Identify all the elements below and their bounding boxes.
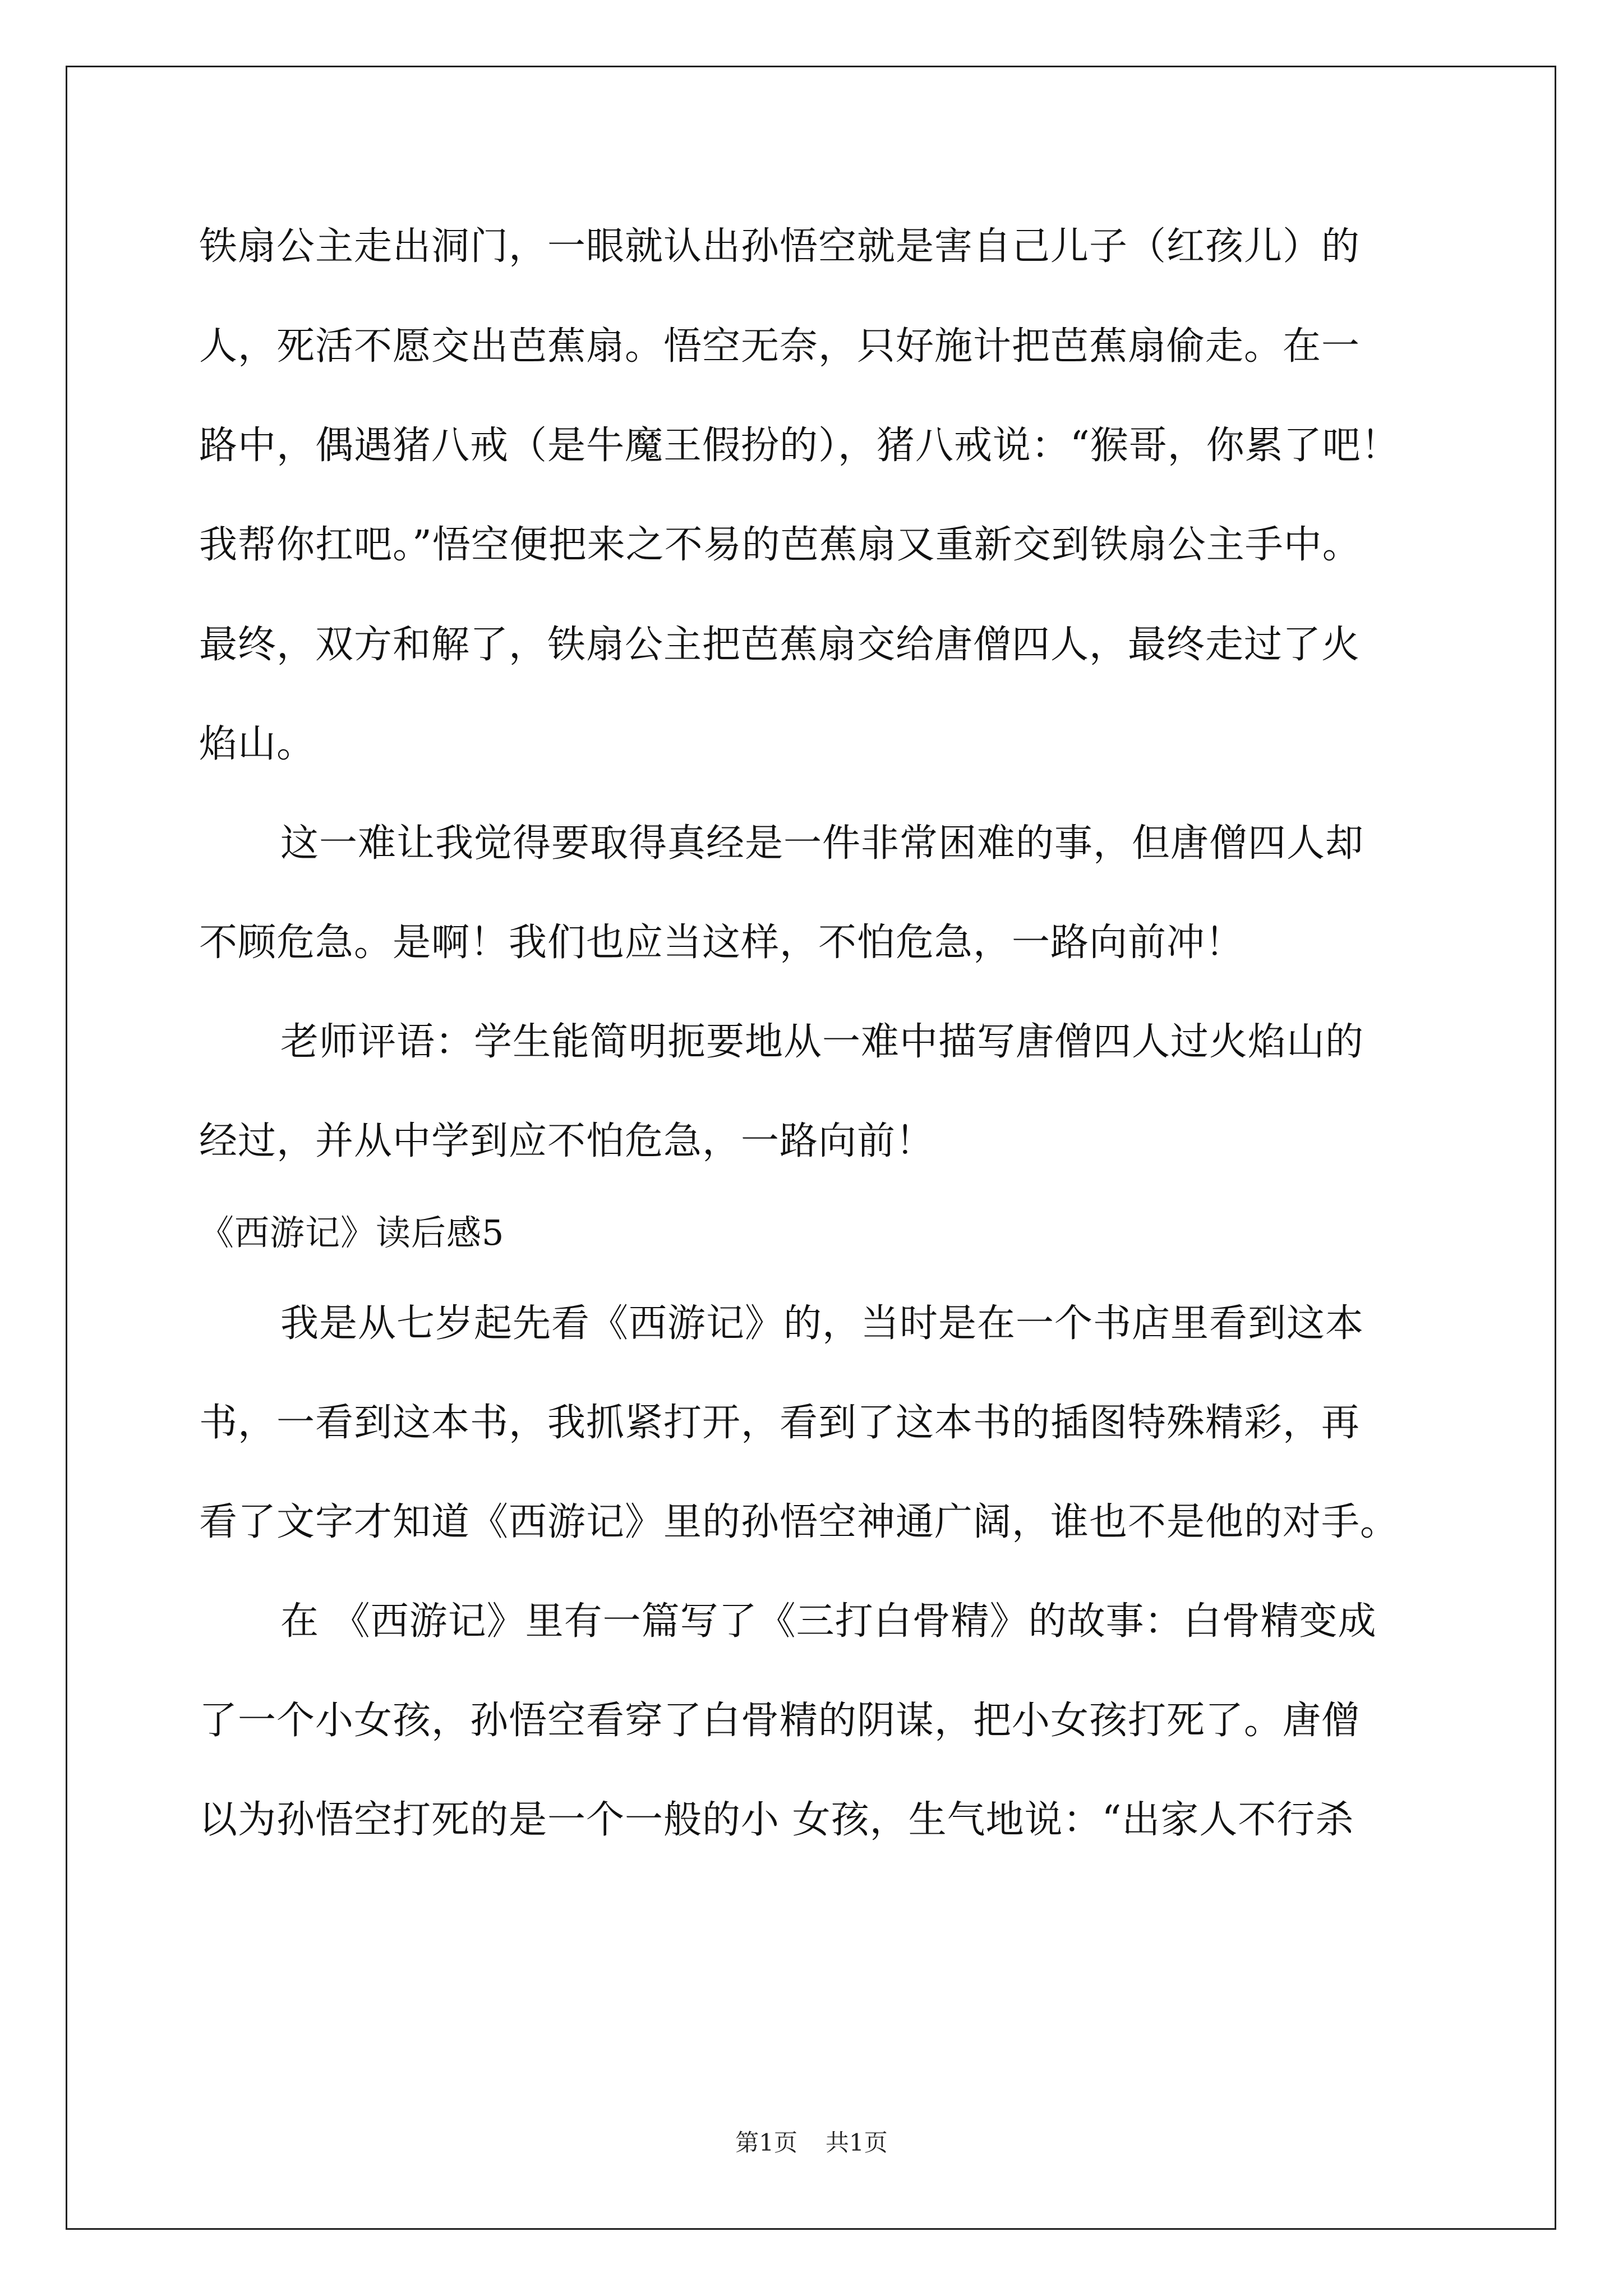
page-total: 共1页 <box>826 2129 888 2156</box>
text-line-3: 路中，偶遇猪八戒（是牛魔王假扮的），猪八戒说：“猴哥，你累了吧！ <box>199 424 1400 468</box>
text-line-14: 看了文字才知道《西游记》里的孙悟空神通广阔，谁也不是他的对手。 <box>199 1500 1399 1544</box>
text-line-2: 人，死活不愿交出芭蕉扇。悟空无奈，只好施计把芭蕉扇偷走。在一 <box>199 324 1361 369</box>
page-number: 第1页 <box>735 2129 797 2156</box>
text-line-15: 在 《西游记》里有一篇写了《三打白骨精》的故事：白骨精变成 <box>280 1599 1377 1644</box>
text-line-16: 了一个小女孩，孙悟空看穿了白骨精的阴谋，把小女孩打死了。唐僧 <box>199 1699 1361 1743</box>
text-line-8: 不顾危急。是啊！我们也应当这样，不怕危急，一路向前冲！ <box>199 921 1244 965</box>
text-line-10: 经过，并从中学到应不怕危急，一路向前！ <box>199 1119 935 1163</box>
page-footer <box>0 2126 1623 2160</box>
text-line-5: 最终，双方和解了，铁扇公主把芭蕉扇交给唐僧四人，最终走过了火 <box>199 623 1361 667</box>
text-line-17: 以为孙悟空打死的是一个一般的小 女孩，生气地说：“出家人不行杀 <box>199 1798 1354 1842</box>
text-line-7: 这一难让我觉得要取得真经是一件非常困难的事，但唐僧四人却 <box>280 821 1364 866</box>
text-line-9: 老师评语：学生能简明扼要地从一难中描写唐僧四人过火焰山的 <box>280 1020 1364 1064</box>
text-line-6: 焰山。 <box>199 722 316 766</box>
text-line-1: 铁扇公主走出洞门，一眼就认出孙悟空就是害自己儿子（红孩儿）的 <box>199 224 1361 269</box>
text-line-4: 我帮你扛吧。”悟空便把来之不易的芭蕉扇又重新交到铁扇公主手中。 <box>199 523 1361 567</box>
section-heading: 《西游记》读后感5 <box>199 1212 505 1253</box>
text-line-12: 我是从七岁起先看《西游记》的，当时是在一个书店里看到这本 <box>280 1301 1364 1346</box>
text-line-13: 书，一看到这本书，我抓紧打开，看到了这本书的插图特殊精彩，再 <box>199 1401 1361 1445</box>
